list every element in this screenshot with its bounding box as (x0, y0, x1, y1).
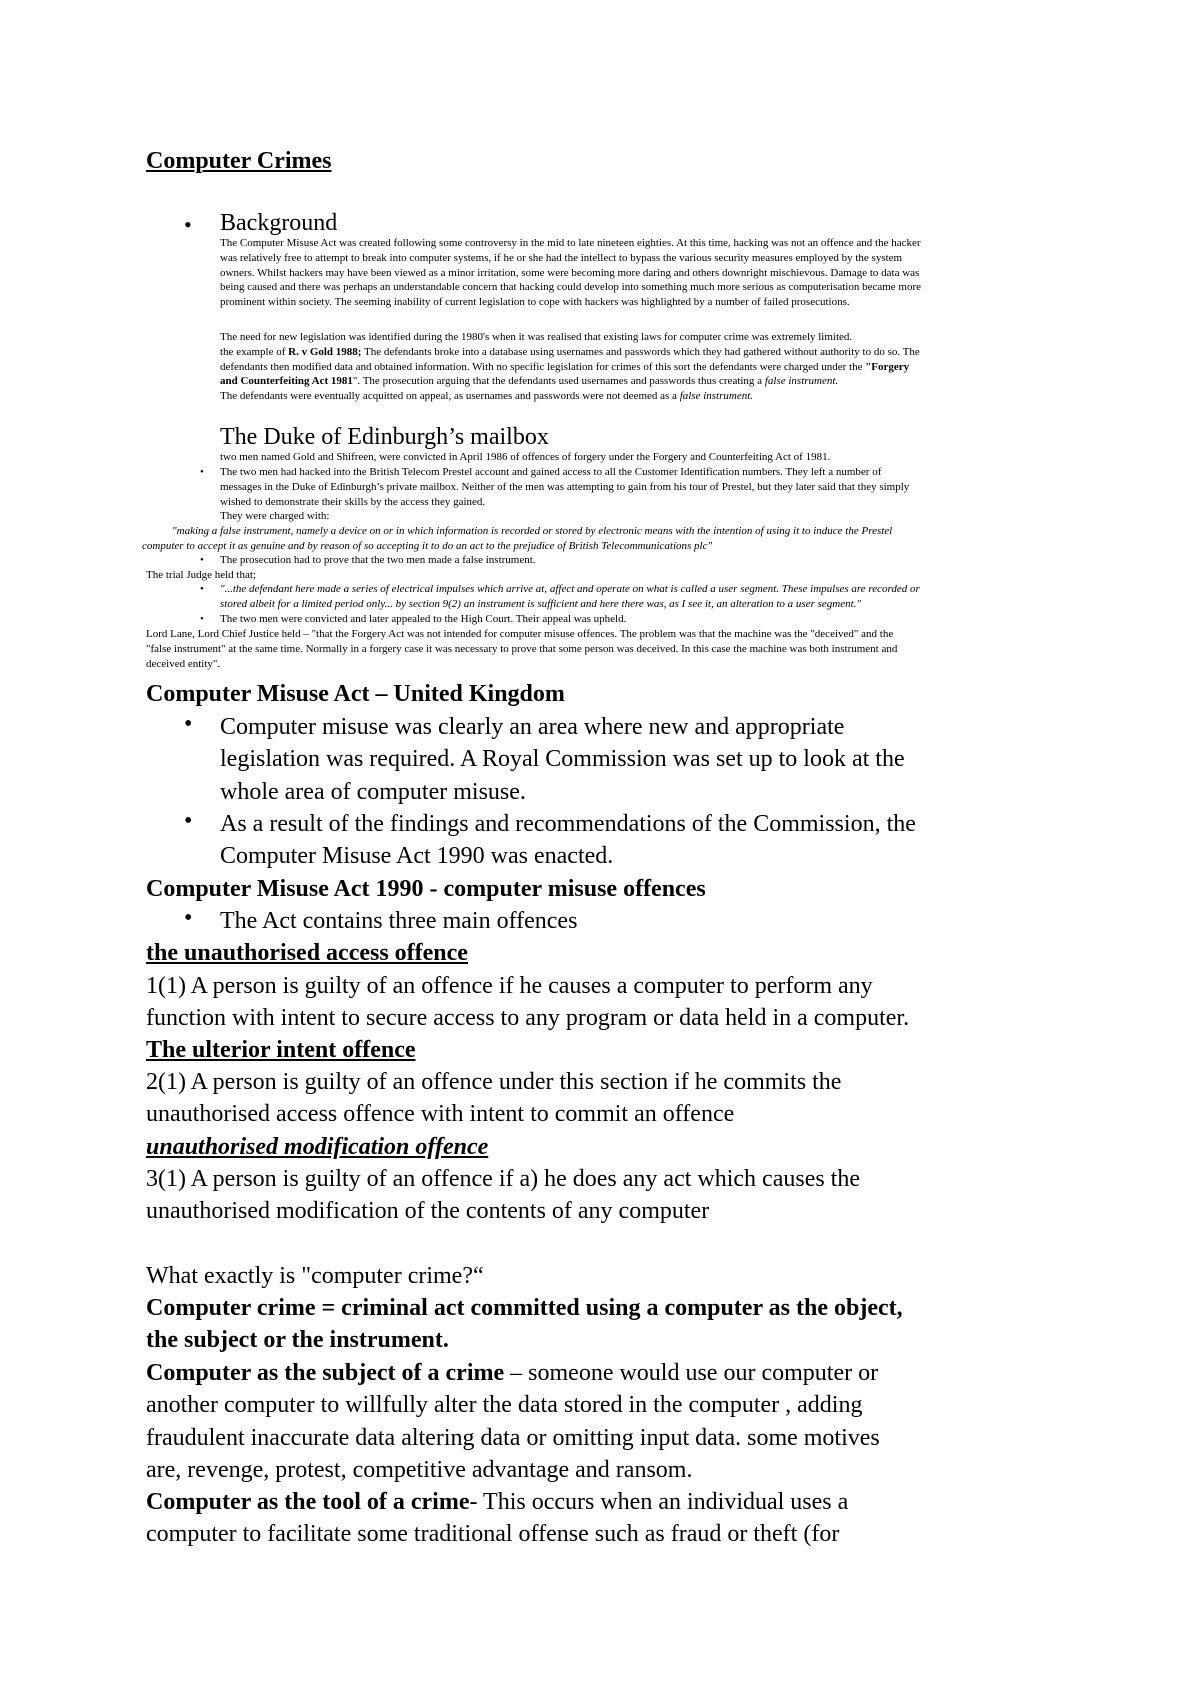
section-heading: Computer Misuse Act – United Kingdom (146, 681, 565, 707)
bullet: • (200, 466, 204, 478)
prosecution-line: The prosecution had to prove that the two men made a false instrument. (220, 554, 536, 566)
text-line: legislation was required. A Royal Commission was set up to look at the (220, 746, 905, 773)
text-line: and Counterfeiting Act 1981". The prosecution arguing that the defendants used usernames and passwords thus creating a false instrument. (220, 375, 839, 388)
text-line: was relatively free to attempt to break into computer systems, if he or she had the intellect to bypass the various security measures employed by the system (220, 251, 903, 264)
text-line: another computer to willfully alter the data stored in the computer , adding (146, 1392, 863, 1419)
legislation-paragraph (220, 330, 920, 404)
text-line: Lord Lane, Lord Chief Justice held – "that the Forgery Act was not intended for computer misuse offences. The problem was that the machine was the "deceived" and the (146, 628, 894, 640)
text-line: computer to facilitate some traditional offense such as fraud or theft (for (146, 1521, 840, 1548)
section-heading: Computer Misuse Act 1990 - computer misuse offences (146, 876, 706, 902)
text-line: stored albeit for a limited period only... by section 9(2) an instrument is sufficient and here there was, as I see it, an alteration to a user segment." (220, 597, 862, 610)
text-line: computer to accept it as genuine and by reason of so accepting it to do an act to the prejudice of British Telecommunications plc" (142, 539, 713, 552)
case-name: R. v Gold 1988; (288, 345, 362, 358)
tool-label: Computer as the tool of a crime (146, 1489, 470, 1515)
subject-label: Computer as the subject of a crime (146, 1360, 505, 1386)
offence-text (146, 970, 909, 1035)
text-line: "making a false instrument, namely a device on or in which information is recorded or stored by electronic means with the intention of using it to induce the Prestel (172, 525, 893, 537)
offence-text (146, 1066, 841, 1131)
bullet: • (184, 212, 192, 237)
text-line: are, revenge, protest, competitive advantage and ransom. (146, 1456, 693, 1483)
text-line: the example of R. v Gold 1988; The defendants broke into a database using usernames and passwords which they had gathered without authority to do so. The (220, 345, 920, 358)
subject-paragraph (146, 1357, 880, 1486)
question-line: What exactly is "computer crime?“ (146, 1263, 484, 1289)
text-line: 1(1) A person is guilty of an offence if he causes a computer to perform any (146, 973, 873, 999)
text-line: Computer as the tool of a crime- This occurs when an individual uses a (146, 1489, 849, 1515)
trial-judge-line: The trial Judge held that; (146, 569, 256, 581)
background-paragraph (220, 236, 921, 310)
text-line: Computer as the subject of a crime – someone would use our computer or (146, 1360, 879, 1386)
bullet-text (220, 808, 916, 873)
bullet: • (184, 711, 193, 737)
text-line: Computer misuse was clearly an area where new and appropriate (220, 714, 845, 740)
text-line: being caused and there was perhaps an understandable concern that hacking could develop into something much more serious as computerisation became more (220, 281, 922, 294)
text-line: Computer Misuse Act 1990 was enacted. (220, 843, 614, 870)
lord-lane-paragraph (146, 627, 897, 671)
text-line: messages in the Duke of Edinburgh’s private mailbox. Neither of the men was attempting to gain from his tour of Prestel, but they later said that they simply (220, 480, 910, 493)
text-line: wished to demonstrate their skills by the access they gained. (220, 495, 486, 508)
text-line: whole area of computer misuse. (220, 778, 526, 805)
bullet: • (200, 613, 204, 625)
text-line: the subject or the instrument. (146, 1327, 449, 1354)
text-line: unauthorised access offence with intent to commit an offence (146, 1101, 735, 1128)
text-line: The two men had hacked into the British Telecom Prestel account and gained access to all the Customer Identification numbers. They left a number of (220, 466, 882, 478)
text-line: They were charged with: (220, 510, 330, 523)
bullet-text (220, 711, 905, 808)
text-line: unauthorised modification of the contents of any computer (146, 1198, 710, 1225)
text-line: Computer crime = criminal act committed using a computer as the object, (146, 1295, 903, 1321)
bullet: • (184, 905, 193, 931)
text-line: two men named Gold and Shifreen, were convicted in April 1986 of offences of forgery under the Forgery and Counterfeiting Act of 1981. (220, 451, 831, 463)
bullet: • (184, 808, 193, 834)
text-line: 3(1) A person is guilty of an offence if a) he does any act which causes the (146, 1166, 860, 1192)
offence-heading: the unauthorised access offence (146, 940, 468, 966)
offence-heading: The ulterior intent offence (146, 1037, 416, 1063)
charge-quote (142, 524, 893, 554)
text-line: The Computer Misuse Act was created following some controversy in the mid to late nineteen eighties. At this time, hacking was not an offence and the hacker (220, 237, 921, 249)
appeal-line: The two men were convicted and later appealed to the High Court. Their appeal was upheld. (220, 613, 627, 625)
tool-paragraph (146, 1486, 848, 1551)
duke-heading: The Duke of Edinburgh’s mailbox (220, 424, 549, 450)
text-line: The defendants were eventually acquitted on appeal, as usernames and passwords were not deemed as a false instrument. (220, 390, 754, 403)
duke-paragraph (220, 465, 909, 524)
text-line: As a result of the findings and recommendations of the Commission, the (220, 811, 916, 837)
text-line: prominent within society. The seeming inability of current legislation to cope with hackers was highlighted by a number of failed prosecutions. (220, 296, 850, 309)
bullet: • (200, 583, 204, 595)
text-line: "false instrument" at the same time. Normally in a forgery case it was necessary to prove that some person was deceived. In this case the machine was both instrument and (146, 642, 898, 655)
judge-quote (220, 582, 920, 612)
offence-heading: unauthorised modification offence (146, 1134, 489, 1160)
text-line: 2(1) A person is guilty of an offence under this section if he commits the (146, 1069, 842, 1095)
text-line: "...the defendant here made a series of electrical impulses which arrive at, affect and operate on what is called a user segment. These impulses are recorded or (220, 583, 920, 595)
text-line: The need for new legislation was identified during the 1980's when it was realised that existing laws for computer crime was extremely limited. (220, 331, 853, 343)
background-heading: Background (220, 210, 338, 236)
bullet-text: The Act contains three main offences (220, 908, 578, 934)
text-line: function with intent to secure access to any program or data held in a computer. (146, 1005, 910, 1032)
text-line: deceived entity". (146, 657, 221, 670)
duke-paragraph (220, 450, 830, 465)
text-line: owners. Whilst hackers may have been viewed as a minor irritation, some were becoming more daring and others downright mischievous. Damage to data was (220, 266, 920, 279)
bullet: • (200, 554, 204, 566)
definition (146, 1292, 903, 1357)
text-line: fraudulent inaccurate data altering data or omitting input data. some motives (146, 1424, 880, 1451)
page-title: Computer Crimes (146, 148, 332, 174)
text-line: defendants then modified data and obtained information. With no specific legislation for crimes of this sort the defendants were charged under the "Forgery (220, 360, 910, 373)
offence-text (146, 1163, 860, 1228)
